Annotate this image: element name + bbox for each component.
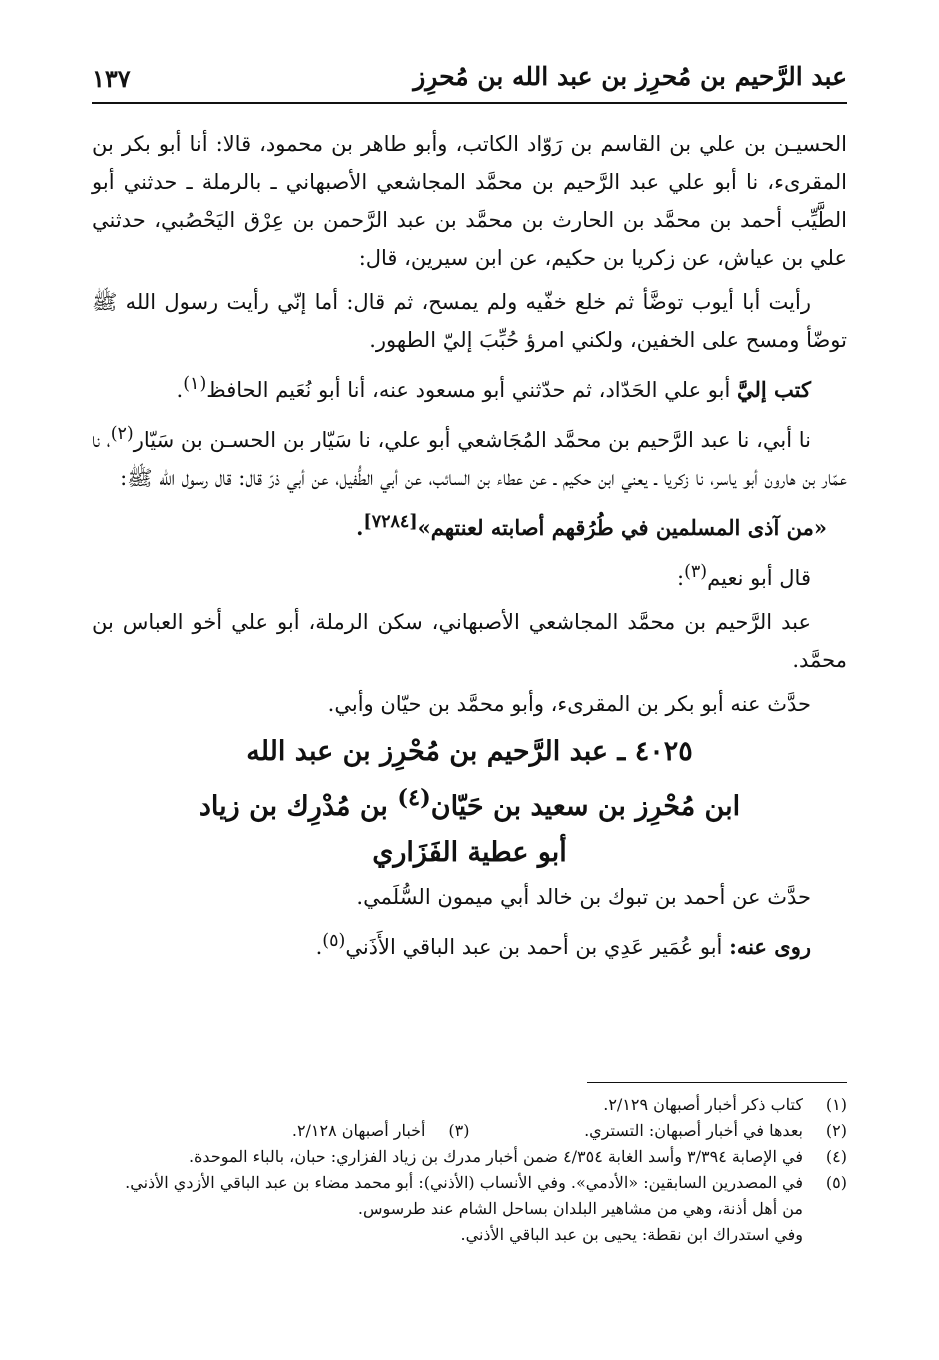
footnote-ref-1: (١) (183, 374, 207, 394)
footnote-2 (470, 1118, 848, 1144)
footnote-1-number: (١) (825, 1095, 847, 1114)
abu-nuaym-text: قال أبو نعيم (707, 566, 811, 590)
footnote-1 (92, 1092, 847, 1118)
hadith-text (92, 503, 847, 547)
footnote-row-2-3 (92, 1118, 847, 1144)
rawa-label: روى عنه: (729, 934, 811, 959)
footnote-5-text: في المصدرين السابقين: «الأدمي». وفي الأنساب (الأذني): أبو محمد مضاء بن عبد الباقي الأزدي الأذني. (125, 1173, 803, 1192)
footnote-ref-2: (٢) (110, 424, 134, 444)
paragraph-haddatha: حدَّث عن أحمد بن تبوك بن خالد أبي ميمون السُّلَمي. (356, 885, 811, 909)
page-header (92, 58, 847, 102)
hadith-body: «من آذى المسلمين في طُرُقهم أصابته لعنتهم» (417, 515, 827, 540)
main-text (92, 125, 847, 972)
footnote-3-text: أخبار أصبهان ٢/١٢٨. (291, 1121, 426, 1140)
footnote-3 (92, 1118, 470, 1144)
entry-heading-line-2 (92, 775, 847, 830)
paragraph-kataba (92, 365, 847, 409)
footnote-ref-4: (٤) (397, 785, 431, 811)
kataba-label: كتب إليَّ (736, 377, 811, 402)
paragraph-narrators: حدَّث عنه أبو بكر بن المقرىء، وأبو محمَّد بن حيّان وأبي. (327, 692, 811, 716)
kataba-end: . (176, 378, 184, 402)
paragraph-isnad: الحسيـن بن علي بن القاسم بن رَوّاد الكاتب، وأبو طاهر بن محمود، قالا: أنا أبو بكر بن المقرىء، نا أبو علي عبد الرَّحيم بن محمَّد المجاشعي الأصبهاني ـ بالرملة ـ حدثني أبو الطَّيِّب أحمد بن محمَّد بن الحارث بن محمَّد بن عبد الرَّحمن بن عِرْق اليَحْصُبي، حدثني علي بن عياش، عن زكريا بن حكيم، عن ابن سيرين، قال: (92, 132, 847, 270)
footnote-5-number: (٥) (825, 1173, 847, 1192)
paragraph-rawa (92, 922, 847, 966)
heading-2-a: ابن مُحْرِز بن سعيد بن حَيّان (430, 791, 741, 822)
footnote-1-text: كتاب ذكر أخبار أصبهان ٢/١٢٩. (603, 1095, 803, 1114)
footnote-rule (587, 1082, 847, 1083)
footnote-5-continuation-1: من أهل أذنة، وهي من مشاهير البلدان بساحل الشام عند طرسوس. (357, 1199, 803, 1218)
rawa-text: أبو عُمَير عَدِي بن أحمد بن عبد الباقي الأَذَني (345, 935, 730, 959)
rawa-end: . (315, 935, 323, 959)
hadith-end: . (356, 515, 364, 540)
hadith-number: [٧٢٨٤] (363, 512, 418, 532)
abu-nuaym-end: : (676, 566, 685, 590)
footnotes (92, 1092, 847, 1248)
header-rule (92, 102, 847, 104)
entry-heading (92, 729, 847, 876)
footnote-ref-5: (٥) (322, 931, 346, 951)
paragraph-abu-nuaym (92, 553, 847, 597)
footnote-5 (92, 1170, 847, 1196)
paragraph-narration: رأيت أبا أيوب توضَّأ ثم خلع خفّيه ولم يمسح، ثم قال: أما إنّي رأيت رسول الله ﷺ توضّأ ومسح على الخفين، ولكني امرؤ حُبِّبَ إليّ الطهور. (92, 290, 847, 352)
footnote-4 (92, 1144, 847, 1170)
heading-2-b: بن مُدْرِك بن زياد (198, 791, 398, 822)
entry-heading-line-1: ٤٠٢٥ ـ عبد الرَّحيم بن مُحْرِز بن عبد الله (246, 736, 693, 767)
footnote-5-continuation-2: وفي استدراك ابن نقطة: يحيى بن عبد الباقي الأذني. (460, 1225, 803, 1244)
footnote-3-number: (٣) (448, 1121, 470, 1140)
chain-text-b: ، نا عمّار بن هارون أبو ياسر، نا زكريا ـ يعني ابن حكيم ـ عن عطاء بن السائب، عن أبي الطُّفيل، عن أبي ذرّ قال: قال رسول الله ﷺ: (92, 428, 847, 490)
kataba-text: أبو علي الحَدّاد، ثم حدّثني أبو مسعود عنه، أنا أبو نُعَيم الحافظ (206, 378, 737, 402)
chain-text-a: نا أبي، نا عبد الرَّحيم بن محمَّد المُجَاشعي أبو علي، نا سَيّار بن الحسـن بن سَيّار (133, 428, 811, 452)
footnote-2-number: (٢) (825, 1121, 847, 1140)
footnote-ref-3: (٣) (684, 562, 708, 582)
paragraph-biography: عبد الرَّحيم بن محمَّد المجاشعي الأصبهاني، سكن الرملة، أبو علي أخو العباس بن محمَّد. (92, 610, 847, 672)
paragraph-chain (92, 415, 847, 497)
page-number: ١٣٧ (92, 64, 131, 93)
entry-heading-line-3: أبو عطية الفَزَاري (372, 837, 567, 868)
footnote-4-number: (٤) (825, 1147, 847, 1166)
footnote-2-text: بعدها في أخبار أصبهان: التستري. (584, 1121, 803, 1140)
running-title: عبد الرَّحيم بن مُحرِز بن عبد الله بن مُحرِز (413, 62, 847, 91)
footnote-4-text: في الإصابة ٣/٣٩٤ وأسد الغابة ٤/٣٥٤ ضمن أخبار مدرك بن زياد الفزاري: حبان، بالباء الموحدة. (188, 1147, 803, 1166)
